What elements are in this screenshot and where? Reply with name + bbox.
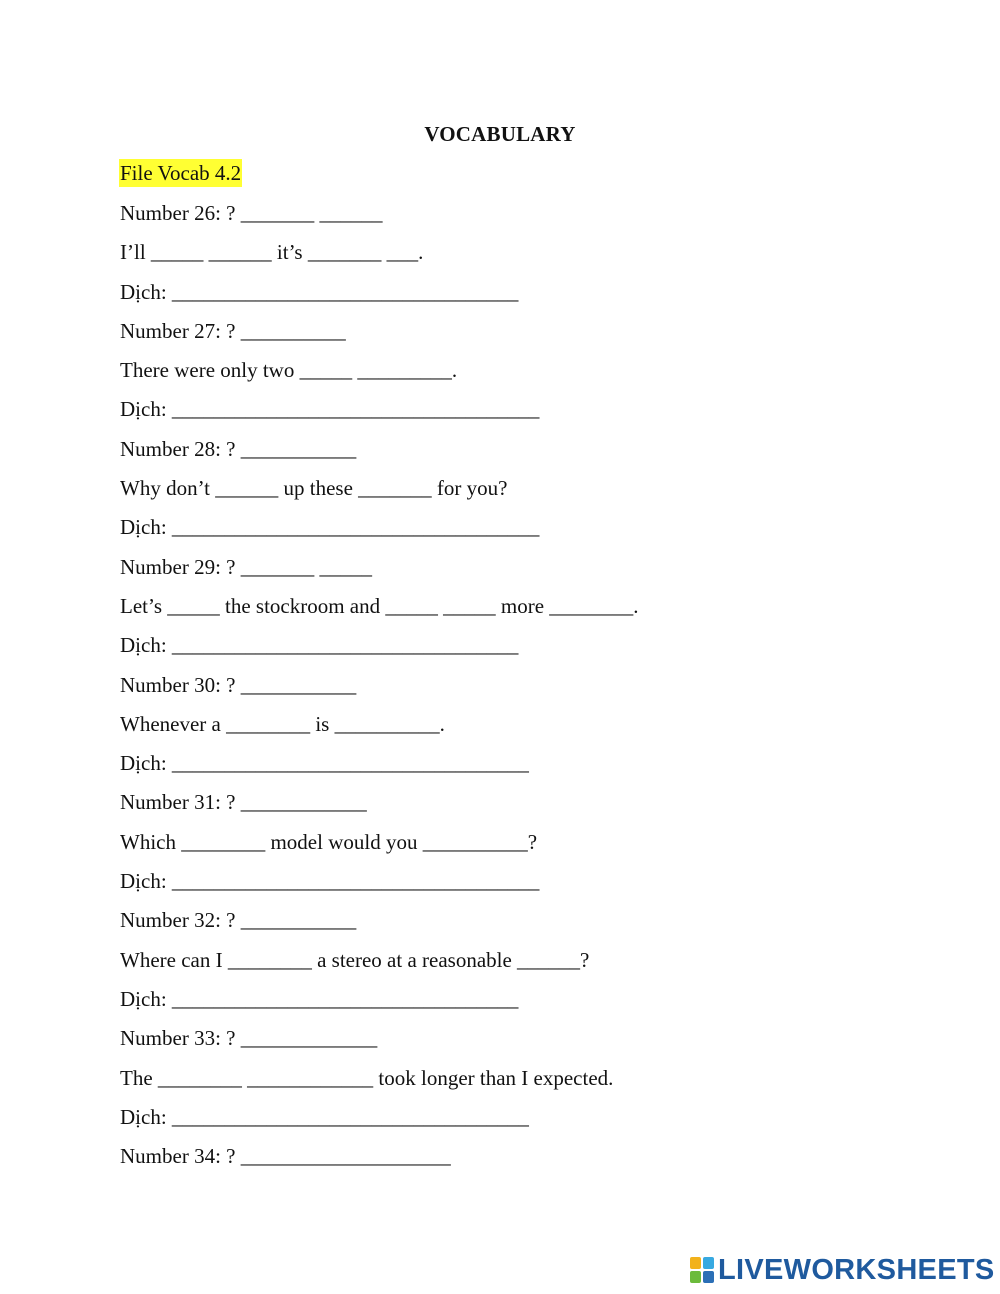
exercise-line: Number 28: ? ___________ <box>120 436 357 461</box>
exercise-line: Whenever a ________ is __________. <box>120 711 445 736</box>
exercise-line: Number 32: ? ___________ <box>120 908 357 933</box>
exercise-line: Number 26: ? _______ ______ <box>120 201 383 225</box>
watermark-text: LIVEWORKSHEETS <box>718 1254 995 1286</box>
file-label: File Vocab 4.2 <box>120 161 242 185</box>
exercise-line: Which ________ model would you __________? <box>120 829 538 854</box>
exercise-line: Dịch: ___________________________________ <box>120 397 540 422</box>
page-title: VOCABULARY <box>424 122 576 146</box>
exercise-line: Dịch: ___________________________________ <box>120 515 540 540</box>
exercise-line: Dịch: _________________________________ <box>120 986 519 1011</box>
exercise-line: I’ll _____ ______ it’s _______ ___. <box>120 240 424 265</box>
exercise-line: Number 34: ? ____________________ <box>120 1144 451 1169</box>
exercise-line: The ________ ____________ took longer than I expected. <box>120 1065 614 1090</box>
exercise-line: Dịch: _________________________________ <box>120 279 519 304</box>
exercise-line: Number 29: ? _______ _____ <box>120 554 372 579</box>
liveworksheets-logo-icon <box>690 1257 714 1283</box>
exercise-list <box>120 199 920 1181</box>
exercise-line: Where can I ________ a stereo at a reasonable ______? <box>120 947 590 972</box>
exercise-line: Number 27: ? __________ <box>120 318 346 343</box>
exercise-line: Dịch: _________________________________ <box>120 633 519 658</box>
exercise-line: There were only two _____ _________. <box>120 358 458 383</box>
exercise-line: Number 30: ? ___________ <box>120 672 357 697</box>
exercise-line: Let’s _____ the stockroom and _____ _____ more ________. <box>120 593 639 618</box>
exercise-line: Dịch: __________________________________ <box>120 1104 529 1129</box>
liveworksheets-watermark <box>690 1253 995 1287</box>
exercise-line: Dịch: __________________________________ <box>120 751 529 776</box>
exercise-line: Number 33: ? _____________ <box>120 1026 378 1051</box>
exercise-line: Why don’t ______ up these _______ for you? <box>120 476 508 501</box>
exercise-line: Dịch: ___________________________________ <box>120 869 540 894</box>
exercise-line: Number 31: ? ____________ <box>120 790 367 815</box>
